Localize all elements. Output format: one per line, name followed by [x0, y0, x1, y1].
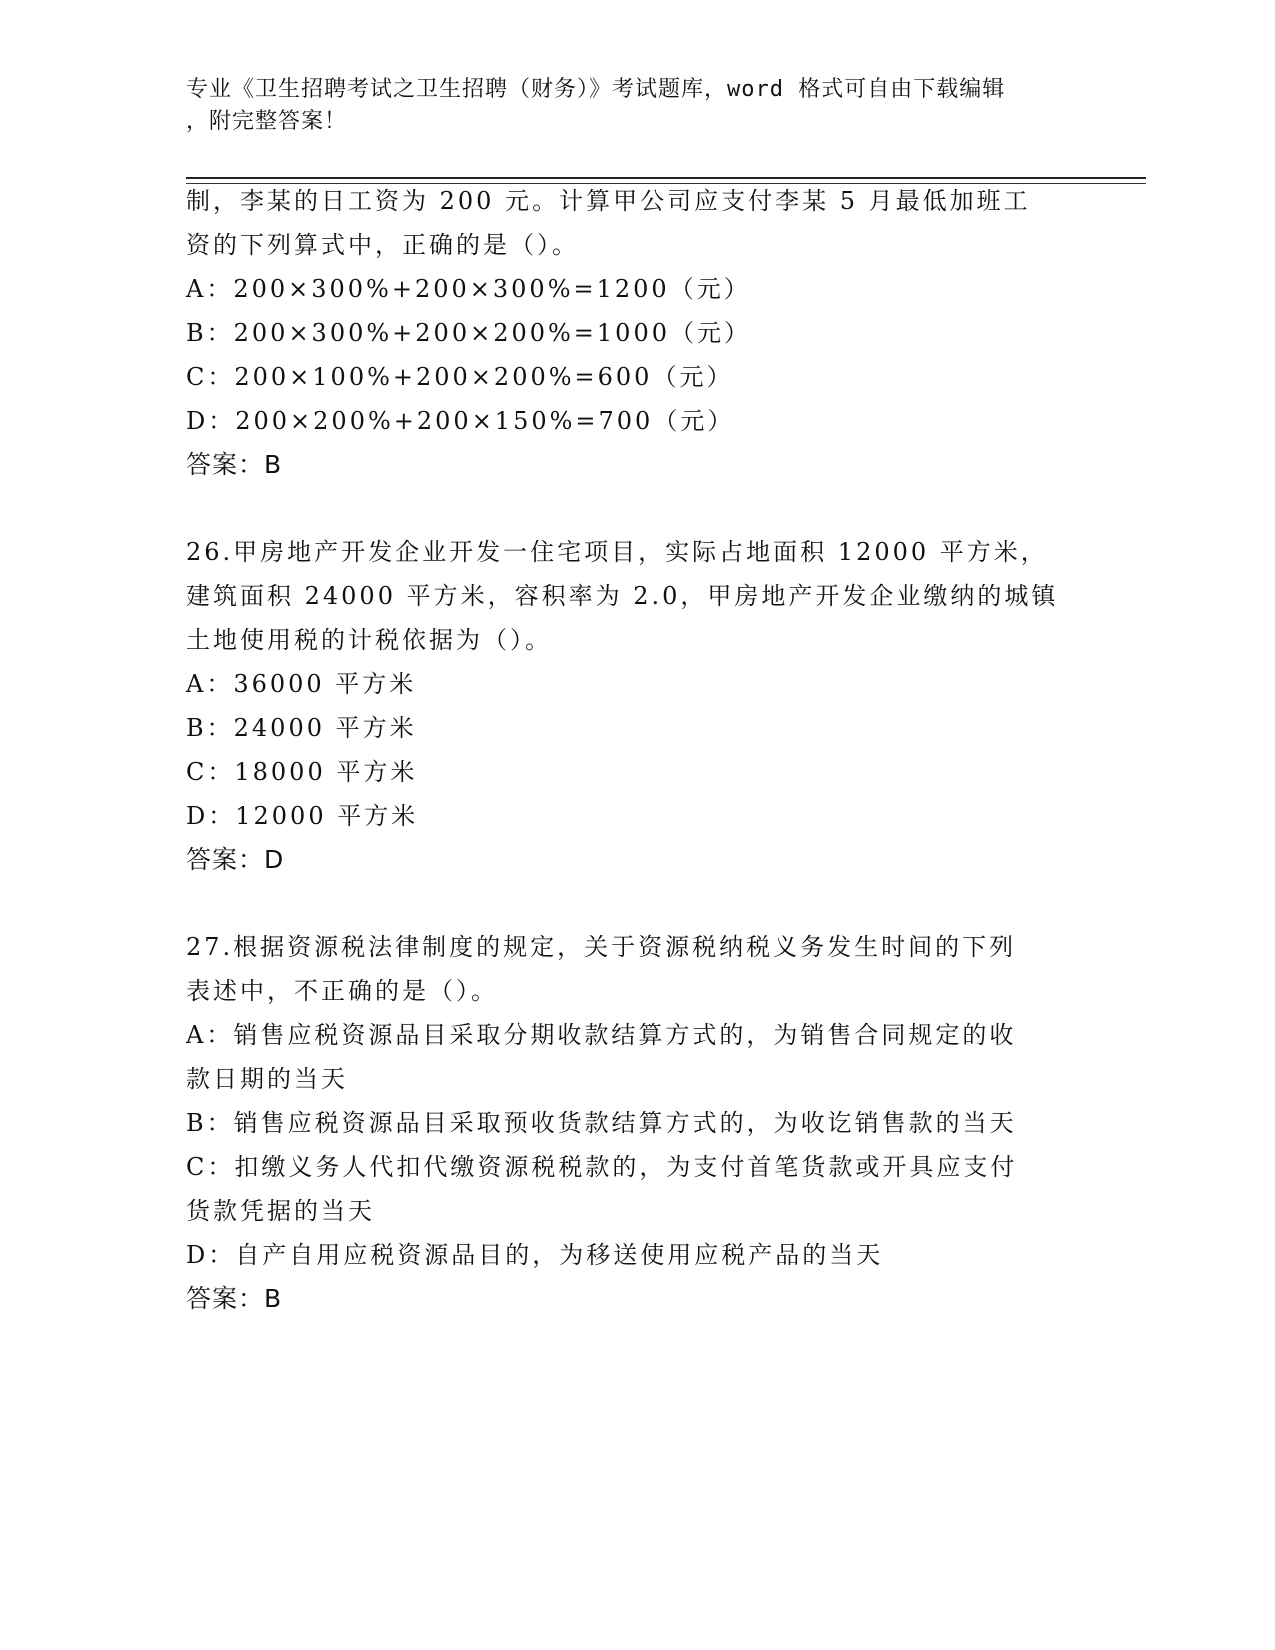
- q25-option-a: A：200×300%+200×300%=1200（元）: [186, 275, 751, 303]
- q27-stem-line-2: 表述中，不正确的是（）。: [186, 977, 498, 1005]
- q26-stem-line-2: 建筑面积 24000 平方米，容积率为 2.0，甲房地产开发企业缴纳的城镇: [186, 582, 1059, 610]
- q25-option-d: D：200×200%+200×150%=700（元）: [186, 407, 735, 435]
- document-header: [186, 74, 1066, 138]
- q25-answer: 答案：B: [186, 450, 283, 479]
- q27-stem-line-1: 27.根据资源税法律制度的规定，关于资源税纳税义务发生时间的下列: [186, 933, 1017, 961]
- q27-option-d: D：自产自用应税资源品目的，为移送使用应税产品的当天: [186, 1241, 884, 1269]
- q26-stem-line-3: 土地使用税的计税依据为（）。: [186, 626, 552, 654]
- q26-option-a: A：36000 平方米: [186, 670, 417, 698]
- q25-stem-line-1: 制，李某的日工资为 200 元。计算甲公司应支付李某 5 月最低加班工: [186, 187, 1031, 215]
- q26-option-b: B：24000 平方米: [186, 714, 417, 742]
- q27-option-a-line-2: 款日期的当天: [186, 1065, 348, 1093]
- q27-option-b: B：销售应税资源品目采取预收货款结算方式的，为收讫销售款的当天: [186, 1109, 1017, 1137]
- header-line-1: 专业《卫生招聘考试之卫生招聘（财务）》考试题库，word 格式可自由下载编辑: [186, 77, 1006, 102]
- q27-option-c-line-2: 货款凭据的当天: [186, 1197, 375, 1225]
- q26-option-c: C：18000 平方米: [186, 758, 418, 786]
- q26-answer: 答案：D: [186, 845, 285, 874]
- q25-stem-line-2: 资的下列算式中，正确的是（）。: [186, 231, 579, 259]
- header-divider-thick: [186, 177, 1146, 179]
- header-line-2: ，附完整答案！: [186, 109, 348, 134]
- q27-option-a-line-1: A：销售应税资源品目采取分期收款结算方式的，为销售合同规定的收: [186, 1021, 1017, 1049]
- q27-answer: 答案：B: [186, 1284, 283, 1313]
- q26-option-d: D：12000 平方米: [186, 802, 419, 830]
- q25-option-b: B：200×300%+200×200%=1000（元）: [186, 319, 751, 347]
- q27-option-c-line-1: C：扣缴义务人代扣代缴资源税税款的，为支付首笔货款或开具应支付: [186, 1153, 1018, 1181]
- q25-option-c: C：200×100%+200×200%=600（元）: [186, 363, 734, 391]
- q26-stem-line-1: 26.甲房地产开发企业开发一住宅项目，实际占地面积 12000 平方米，: [186, 538, 1048, 566]
